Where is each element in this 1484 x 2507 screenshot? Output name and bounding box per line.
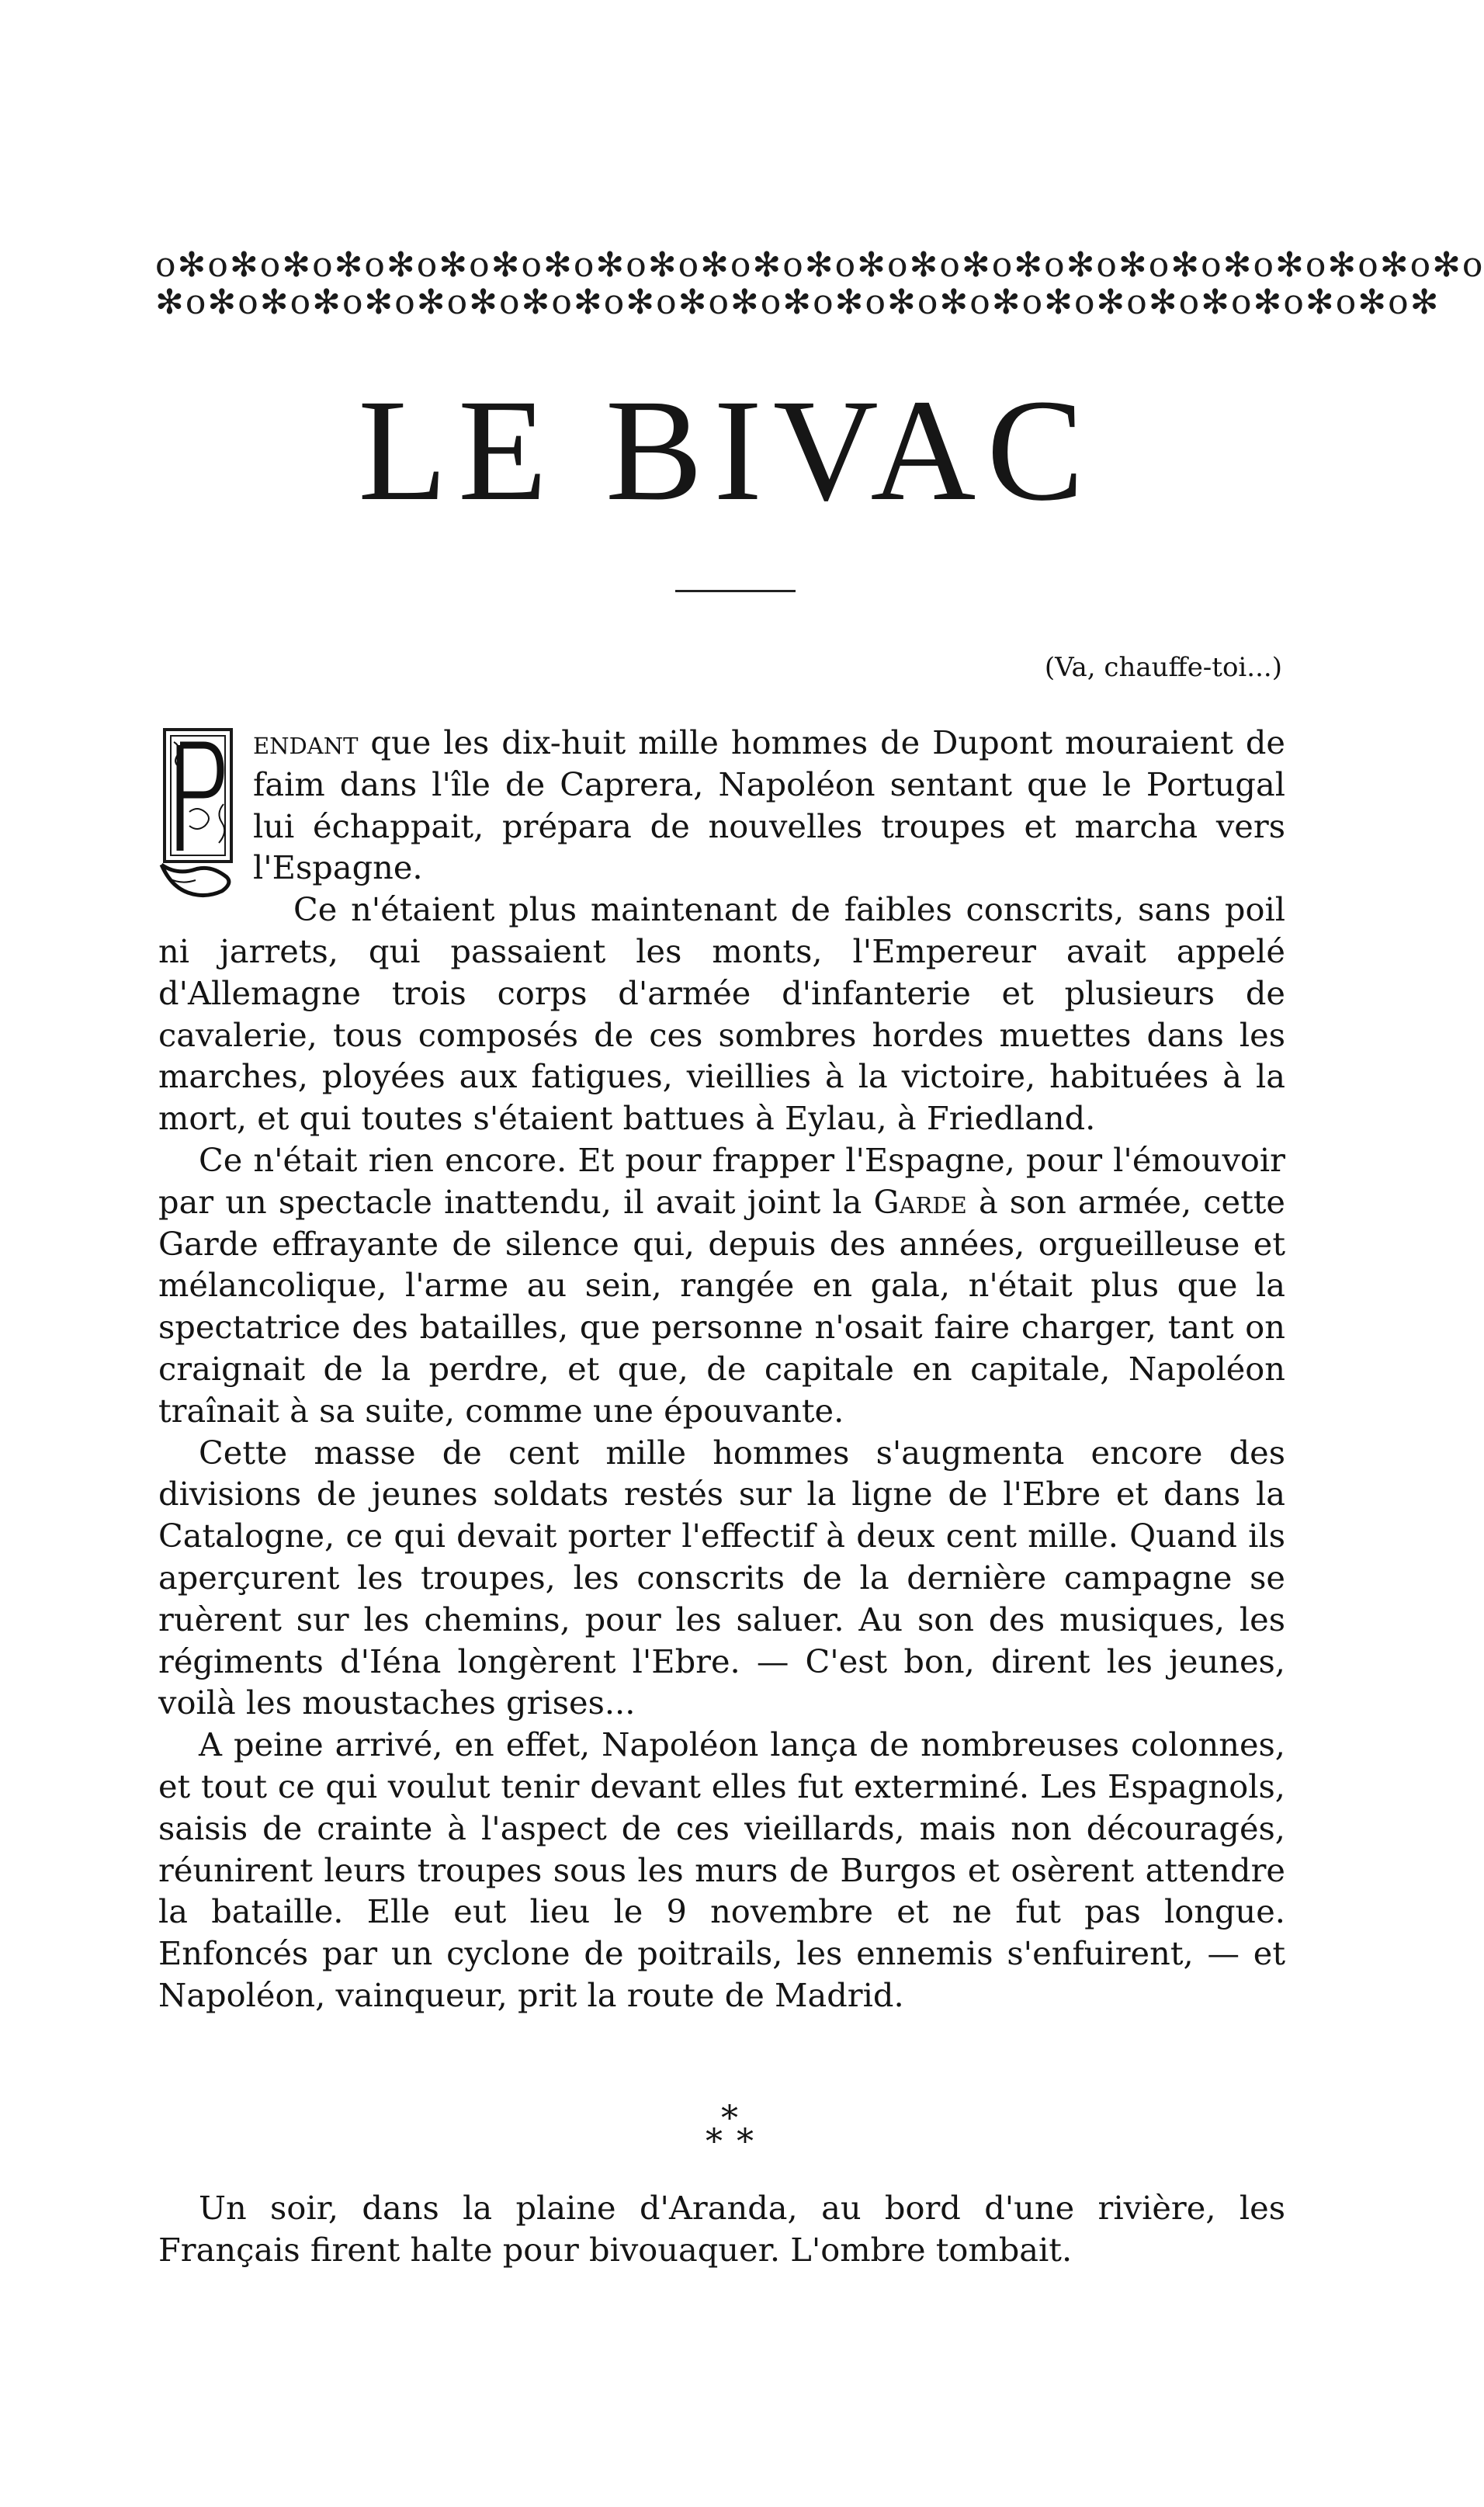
epigraph: (Va, chauffe-toi...) xyxy=(1044,652,1282,683)
drop-cap-p-icon xyxy=(158,726,238,897)
paragraph-3 xyxy=(158,1139,1285,1432)
paragraph-1-text: que les dix-huit mille hommes de Dupont mouraient de faim dans l'île de Caprera, Napoléon sentant que le Portugal lui échappait, prépara de nouvelles troupes et marcha vers l'Espagne. xyxy=(253,723,1285,887)
chapter-title: LE BIVAC xyxy=(358,369,1095,531)
title-rule xyxy=(675,590,796,592)
asterism-icon xyxy=(699,2099,761,2165)
paragraph-5: A peine arrivé, en effet, Napoléon lança de nombreuses colonnes, et tout ce qui voulut tenir devant elles fut exterminé. Les Espagnols, saisis de crainte à l'aspect de ces vieillards, mais non découragés, réunirent leurs troupes sous les murs de Burgos et osèrent attendre la bataille. Elle eut lieu le 9 novembre et ne fut pas longue. Enfoncés par un cyclone de poitrails, les ennemis s'enfuirent, — et Napoléon, vainqueur, prit la route de Madrid. xyxy=(158,1725,1285,2014)
drop-cap-initial xyxy=(158,726,238,897)
ornament-row-top: o✻o✻o✻o✻o✻o✻o✻o✻o✻o✻o✻o✻o✻o✻o✻o✻o✻o✻o✻o✻o✻o✻o✻o✻o✻o xyxy=(155,245,1484,285)
paragraph-3-text-before: Ce n'était rien encore. Et pour frapper l'Espagne, pour l'émouvoir par un spectacle inattendu, il avait joint la xyxy=(158,1140,1285,1221)
paragraph-6: Un soir, dans la plaine d'Aranda, au bord d'une rivière, les Français firent halte pour bivouaquer. L'ombre tombait. xyxy=(158,2189,1285,2269)
decorative-header-ornament xyxy=(155,245,1484,322)
garde-smallcaps: Garde xyxy=(873,1182,967,1221)
svg-text:*: * xyxy=(721,2099,738,2138)
paragraph-2: Ce n'étaient plus maintenant de faibles conscrits, sans poil ni jarrets, qui passaient les monts, l'Empereur avait appelé d'Allemagne trois corps d'armée d'infanterie et plusieurs de cavalerie, tous composés de ces sombres hordes muettes dans les marches, ployées aux fatigues, vieillies à la victoire, habituées à la mort, et qui toutes s'étaient battues à Eylau, à Friedland. xyxy=(158,890,1285,1138)
paragraph-4: Cette masse de cent mille hommes s'augmenta encore des divisions de jeunes soldats restés sur la ligne de l'Ebre et dans la Catalogne, ce qui devait porter l'effectif à deux cent mille. Quand ils aperçurent les troupes, les conscrits de la dernière campagne se ruèrent sur les chemins, pour les saluer. Au son des musiques, les régiments d'Iéna longèrent l'Ebre. — C'est bon, dirent les jeunes, voilà les moustaches grises... xyxy=(158,1433,1285,1722)
svg-text:*: * xyxy=(737,2122,754,2162)
chapter-body xyxy=(158,722,1285,2016)
ornament-row-bottom: ✻o✻o✻o✻o✻o✻o✻o✻o✻o✻o✻o✻o✻o✻o✻o✻o✻o✻o✻o✻o✻o✻o✻o✻o✻ xyxy=(155,283,1441,322)
section-after-break xyxy=(158,2187,1285,2271)
paragraph-3-text-after: à son armée, cette Garde effrayante de silence qui, depuis des années, orgueilleuse et mélancolique, l'arme au sein, rangée en gala, n'était plus que la spectatrice des batailles, que personne n'osait faire charger, tant on craignait de la perdre, et que, de capitale en capitale, Napoléon traînait à sa suite, comme une épouvante. xyxy=(158,1182,1285,1430)
paragraph-1 xyxy=(158,722,1285,889)
svg-text:*: * xyxy=(706,2122,723,2162)
lead-word: endant xyxy=(253,723,359,761)
